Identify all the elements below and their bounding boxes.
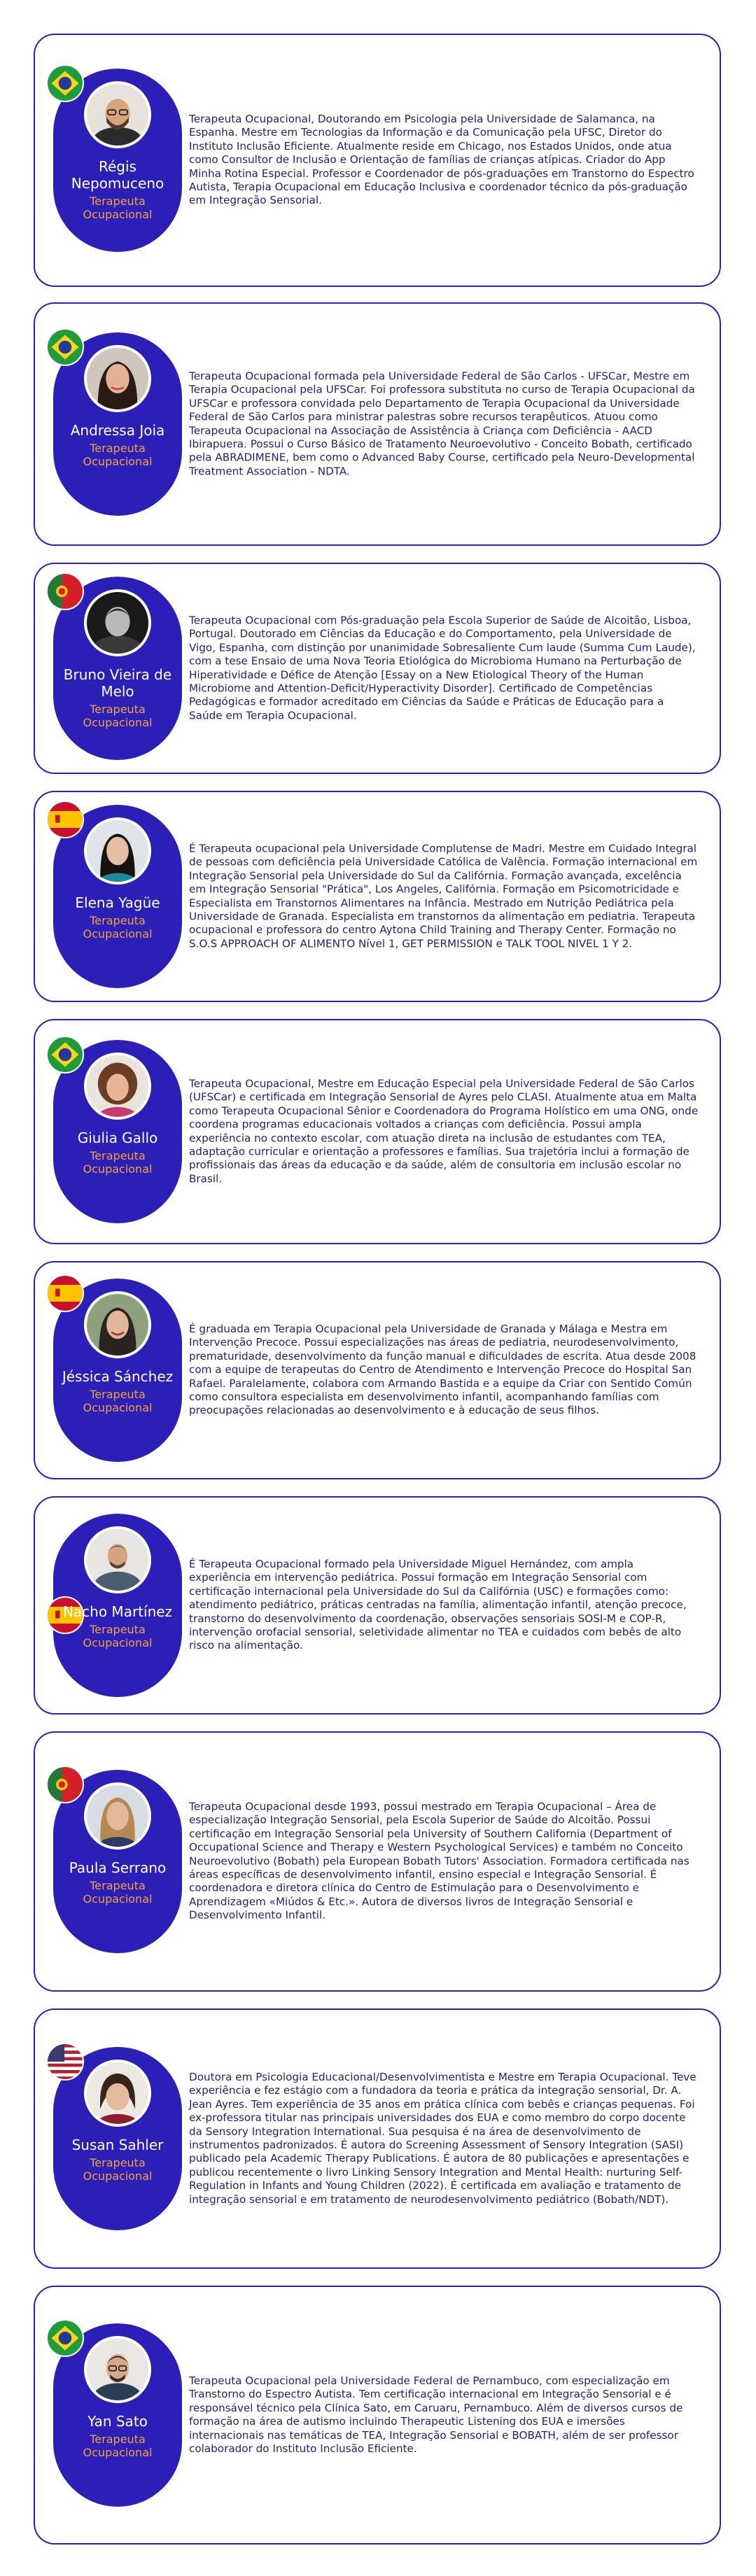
profile-role: Terapeuta Ocupacional [83, 1623, 153, 1649]
profile-photo [84, 1291, 151, 1358]
profile-role: Terapeuta Ocupacional [83, 1388, 153, 1414]
profile-photo [84, 1526, 151, 1593]
profile-name: Bruno Vieira de Melo [63, 666, 172, 700]
profile-name: Giulia Gallo [77, 1129, 158, 1146]
profile-role: Terapeuta Ocupacional [83, 2156, 153, 2183]
profile-badge [53, 2323, 182, 2507]
profile-name: Paula Serrano [69, 1859, 167, 1876]
profile-name: Régis Nepomuceno [71, 158, 164, 192]
profile-bio: É Terapeuta ocupacional pela Universidade Complutense de Madri. Mestre em Cuidado Integral de pessoas com deficiência pela Universidade Católica de Valência. Formação internacional em Integração Sensorial pela Universidade do Sul da Califórnia. Formação avançada, excelência em Integração Sensorial "Prática", Los Angeles, Califórnia. Formação em Psicomotricidade e Especialista em Transtornos Alimentares na Infância. Mestrado em Nutrição Pediátrica pela Universidade de Granada. Especialista em transtornos da alimentação em pediatria. Terapeuta ocupacional e professora do centro Aytona Child Training and Therapy Center. Formação no S.O.S APPROACH OF ALIMENTO Nível 1, GET PERMISSION e TALK TOOL NIVEL 1 Y 2. [189, 842, 698, 950]
profile-card [34, 34, 721, 287]
profile-bio: Terapeuta Ocupacional com Pós-graduação pela Escola Superior de Saúde de Alcoitão, Lisboa, Portugal. Doutorado em Ciências da Educação e do Comportamento, pela Universidade de Vigo, Espanha, com distinção por unanimidade Sobresaliente Cum laude (Summa Cum Laude), com a tese Ensaio de uma Nova Teoria Etiológica do Microbioma Humano na Perturbação de Hiperatividade e Défice de Atenção [Essay on a New Etiological Theory of the Human Microbiome and Attention-Deficit/Hyperactivity Disorder]. Certificado de Competências Pedagógicas e formador acreditado em Ciências da Saúde e Práticas de Educação para a Saúde em Terapia Ocupacional. [189, 614, 696, 722]
profile-badge [53, 1770, 182, 1953]
profile-badge [53, 1040, 182, 1223]
profile-role: Terapeuta Ocupacional [83, 914, 153, 941]
usa-flag-icon [46, 2043, 84, 2081]
profile-photo [84, 2060, 151, 2127]
profile-role: Terapeuta Ocupacional [83, 1149, 153, 1176]
profile-photo [84, 1053, 151, 1120]
profile-card [34, 1731, 721, 1992]
profile-bio: Terapeuta Ocupacional, Mestre em Educação Especial pela Universidade Federal de São Carlos (UFSCar) e certificada em Integração Sensorial de Ayres pelo CLASI. Atualmente atua em Malta como Terapeuta Ocupacional Sênior e Coordenadora do Programa Holístico em uma ONG, onde coordena programas educacionais voltados a crianças com deficiência. Possui ampla experiência no contexto escolar, com atuação direta na inclusão de estudantes com TEA, adaptação curricular e orientação a professores e famílias. Sua trajetória inclui a formação de profissionais das áreas da educação e da saúde, além de consultoria em inclusão escolar no Brasil. [189, 1077, 699, 1185]
profile-name: Nacho Martínez [62, 1603, 173, 1620]
profile-badge [53, 805, 182, 988]
brazil-flag-icon [46, 64, 84, 102]
profile-role: Terapeuta Ocupacional [83, 2433, 153, 2459]
profile-photo [84, 2336, 151, 2403]
brazil-flag-icon [46, 1036, 84, 1074]
portugal-flag-icon [46, 1766, 84, 1803]
profile-card [34, 563, 721, 774]
profile-role: Terapeuta Ocupacional [83, 1879, 153, 1906]
profile-name: Andressa Joia [70, 422, 165, 439]
profile-photo [84, 1782, 151, 1850]
brazil-flag-icon [46, 328, 84, 366]
profile-badge [53, 1279, 182, 1462]
spain-flag-icon [46, 1274, 84, 1312]
profile-badge [53, 2047, 182, 2230]
profile-photo [84, 817, 151, 885]
profile-card [34, 1261, 721, 1479]
profile-badge [53, 69, 182, 252]
profile-role: Terapeuta Ocupacional [83, 442, 153, 468]
portugal-flag-icon [46, 572, 84, 610]
profile-bio: Terapeuta Ocupacional, Doutorando em Psicologia pela Universidade de Salamanca, na Espanha. Mestre em Tecnologias da Informação e da Comunicação pela UFSC, Diretor do Instituto Inclusão Eficiente. Atualmente reside em Chicago, nos Estados Unidos, onde atua como Consultor de Inclusão e Orientação de famílias de crianças atípicas. Criador do App Minha Rotina Especial. Professor e Coordenador de pós-graduações em Transtorno do Espectro Autista, Terapia Ocupacional em Educação Inclusiva e coordenador técnico da pós-graduação em Integração Sensorial. [189, 113, 694, 207]
profile-bio: Doutora em Psicologia Educacional/Desenvolvimentista e Mestre em Terapia Ocupacional. Teve experiência e fez estágio com a fundadora da teoria e prática da integração sensorial, Dr. A. Jean Ayres. Tem experiência de 35 anos em prática clínica com bebês e crianças pequenas. Foi ex-professora titular nas principais universidades dos EUA e como membro do corpo docente da Sensory Integration International. Sua pesquisa é na área de desenvolvimento de instrumentos padronizados. É autora do Screening Assessment of Sensory Integration (SASI) publicado pela Academic Therapy Publications. É autora de 80 publicações e apresentações e publicou recentemente o livro Linking Sensory Integration and Mental Health: nurturing Self-Regulation in Infants and Young Children (2022). É certificada em avaliação e tratamento de integração sensorial e em tratamento de neurodesenvolvimento pediátrico (Bobath/NDT). [189, 2070, 696, 2206]
profile-photo [84, 589, 151, 656]
profile-card [34, 302, 721, 546]
profile-bio: É graduada em Terapia Ocupacional pela Universidade de Granada y Málaga e Mestra em Intervenção Precoce. Possui especializações nas áreas de pediatria, neurodesenvolvimento, prematuridade, desenvolvimento da função manual e dificuldades de escrita. Atua desde 2008 com a equipe de terapeutas do Centro de Atendimento e Intervenção Precoce do Hospital San Rafael. Paralelamente, colabora com Armando Bastida e a equipe da Criar con Sentido Común como consultora especialista em desenvolvimento infantil, acompanhando famílias com preocupações relacionadas ao desenvolvimento e à educação de seus filhos. [189, 1323, 696, 1417]
profile-badge [53, 332, 182, 516]
profile-badge [53, 577, 182, 760]
profile-name: Jéssica Sánchez [62, 1368, 174, 1385]
profile-name: Elena Yagüe [75, 894, 160, 911]
profile-role: Terapeuta Ocupacional [83, 195, 153, 221]
profile-bio: É Terapeuta Ocupacional formado pela Universidade Miguel Hernández, com ampla experiência em intervenção pediátrica. Possui formação em Integração Sensorial com certificação internacional pela Universidade do Sul da Califórnia (USC) e formações como: atendimento pediátrico, práticas centradas na família, alimentação infantil, atenção precoce, transtorno do desenvolvimento da coordenação, observações sensoriais SOSI-M e COP-R, intervenção orofacial sensorial, seletividade alimentar no TEA e cuidados com bebês de alto risco na alimentação. [189, 1558, 687, 1652]
profile-card [34, 791, 721, 1002]
profile-card [34, 2286, 721, 2545]
profile-bio: Terapeuta Ocupacional desde 1993, possui mestrado em Terapia Ocupacional – Área de especialização Integração Sensorial, pela Escola Superior de Saúde do Alcoitão. Possui certificação em Integração Sensorial pela University of Southern California (Department of Occupational Science and Therapy e Western Psychological Services) e também no Conceito Neuroevolutivo (Bobath) pela European Bobath Tutors' Association. Formadora certificada nas áreas específicas de desenvolvimento infantil, ensino especial e Integração Sensorial. É coordenadora e diretora clínica do Centro de Estimulação para o Desenvolvimento e Aprendizagem «Miúdos & Etc.». Autora de diversos livros de Integração Sensorial e Desenvolvimento Infantil. [189, 1800, 690, 1922]
profile-card [34, 1019, 721, 1244]
profile-photo [84, 81, 151, 148]
profile-bio: Terapeuta Ocupacional formada pela Universidade Federal de São Carlos - UFSCar, Mestre em Terapia Ocupacional pela UFSCar. Foi professora substituta no curso de Terapia Ocupacional da UFSCar e professora convidada pelo Departamento de Terapia Ocupacional da Universidade Federal de São Carlos para ministrar palestras sobre recursos terapêuticos. Atuou como Terapeuta Ocupacional na Associação de Assistência à Criança com Deficiência - AACD Ibirapuera. Possui o Curso Básico de Tratamento Neuroevolutivo - Conceito Bobath, certificado pela ABRADIMENE, bem como o Advanced Baby Course, certificado pela Neuro-Developmental Treatment Association - NDTA. [189, 369, 695, 478]
profile-photo [84, 345, 151, 412]
profile-card [34, 1496, 721, 1715]
profile-badge [53, 1514, 182, 1697]
profile-bio: Terapeuta Ocupacional pela Universidade Federal de Pernambuco, com especialização em Transtorno do Espectro Autista. Tem certificação internacional em Integração Sensorial e é responsável técnico pela Clínica Sato, em Caruaru, Pernambuco. Além de diversos cursos de formação na área de autismo incluindo Therapeutic Listening dos EUA e imersões internacionais nas temáticas de TEA, Integração Sensorial e BOBATH, além de ser professor colaborador do Instituto Inclusão Eficiente. [189, 2374, 683, 2455]
profile-name: Yan Sato [88, 2413, 148, 2430]
brazil-flag-icon [46, 2319, 84, 2357]
profile-card [34, 2008, 721, 2269]
profile-name: Susan Sahler [71, 2137, 164, 2153]
spain-flag-icon [46, 801, 84, 838]
profile-role: Terapeuta Ocupacional [83, 703, 153, 729]
